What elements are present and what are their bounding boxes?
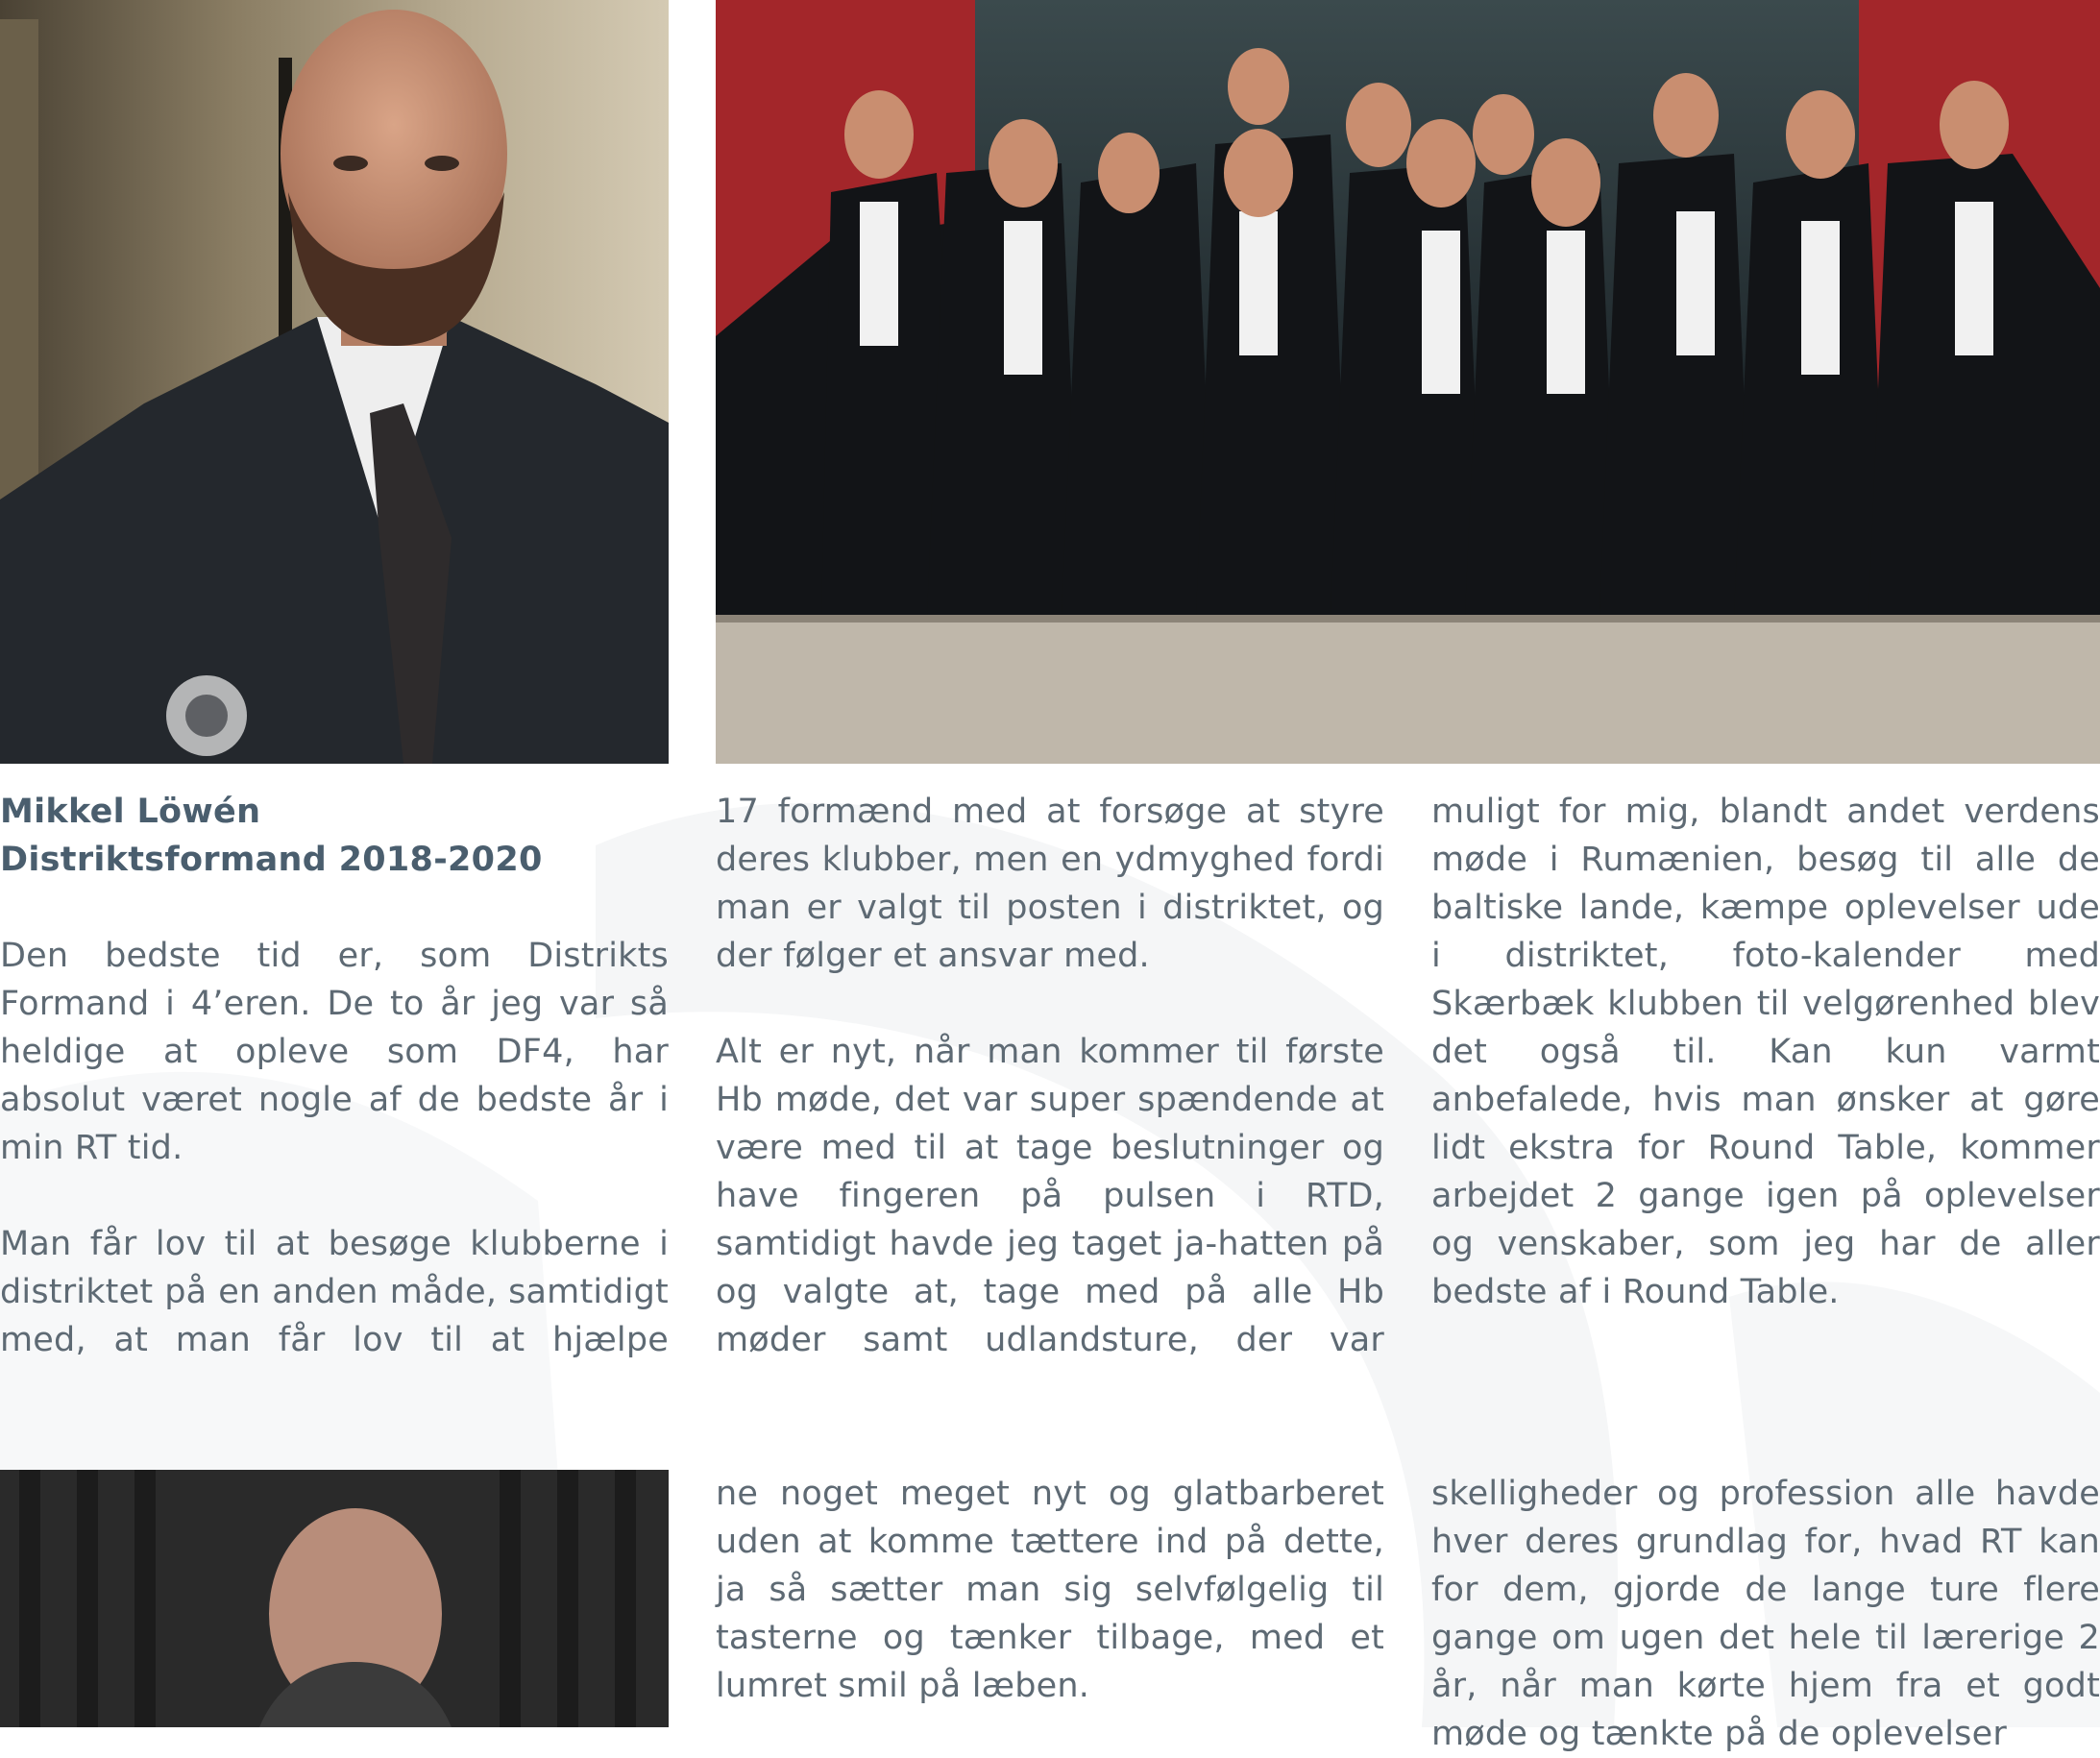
body-paragraph: muligt for mig, blandt andet verdens møde i Rumænien, besøg til alle de baltiske lande, kæmpe oplevelser ude i distriktet, foto-kalender med Skærbæk klubben til velgørenhed blev det også til. Kan kun varmt anbefalede, hvis man ønsker at gøre lidt ekstra for Round Table, kommer arbejdet 2 gange igen på oplevelser og venskaber, som jeg har de aller bedste af i Round Table.	[1431, 793, 2100, 1311]
body-paragraph: skelligheder og profession alle havde hver deres grundlag for, hvad RT kan for dem, gjorde de lange ture flere gange om ugen det hele til lærerige 2 år, når man kørte hjem fra et godt møde og tænkte på de oplevelser	[1431, 1475, 2100, 1753]
group-photo-formals	[716, 0, 2100, 764]
caption-role: Distriktsformand 2018-2020	[0, 841, 543, 879]
body-paragraph: Man får lov til at besøge klubberne i distriktet på en anden måde, samtidigt med, at man får lov til at hjælpe	[0, 1225, 669, 1359]
column-3-lower	[1431, 1470, 2100, 1753]
column-3-upper	[1431, 788, 2100, 1316]
column-1-upper	[0, 788, 669, 1364]
portrait-photo-mikkel	[0, 0, 669, 764]
body-paragraph: ne noget meget nyt og glatbarberet uden at komme tættere ind på dette, ja så sætter man sig selvfølgelig til tasterne og tænker tilbage, med et lumret smil på læben.	[716, 1475, 1384, 1705]
body-paragraph: Alt er nyt, når man kommer til første Hb møde, det var super spændende at være med til at tage beslutninger og have fingeren på pulsen i RTD, samtidigt havde jeg taget ja-hatten på og valgte at, tage med på alle Hb møder samt udlandsture, der var	[716, 1033, 1384, 1359]
body-paragraph: Den bedste tid er, som Distrikts Formand i 4’eren. De to år jeg var så heldige at opleve som DF4, har absolut været nogle af de bedste år i min RT tid.	[0, 937, 669, 1167]
column-2-upper	[716, 788, 1384, 1364]
body-paragraph: 17 formænd med at forsøge at styre deres klubber, men en ydmyghed fordi man er valgt til posten i distriktet, og der følger et ansvar med.	[716, 793, 1384, 975]
column-2-lower	[716, 1470, 1384, 1727]
caption-name: Mikkel Löwén	[0, 793, 261, 831]
portrait-photo-second	[0, 1470, 669, 1727]
